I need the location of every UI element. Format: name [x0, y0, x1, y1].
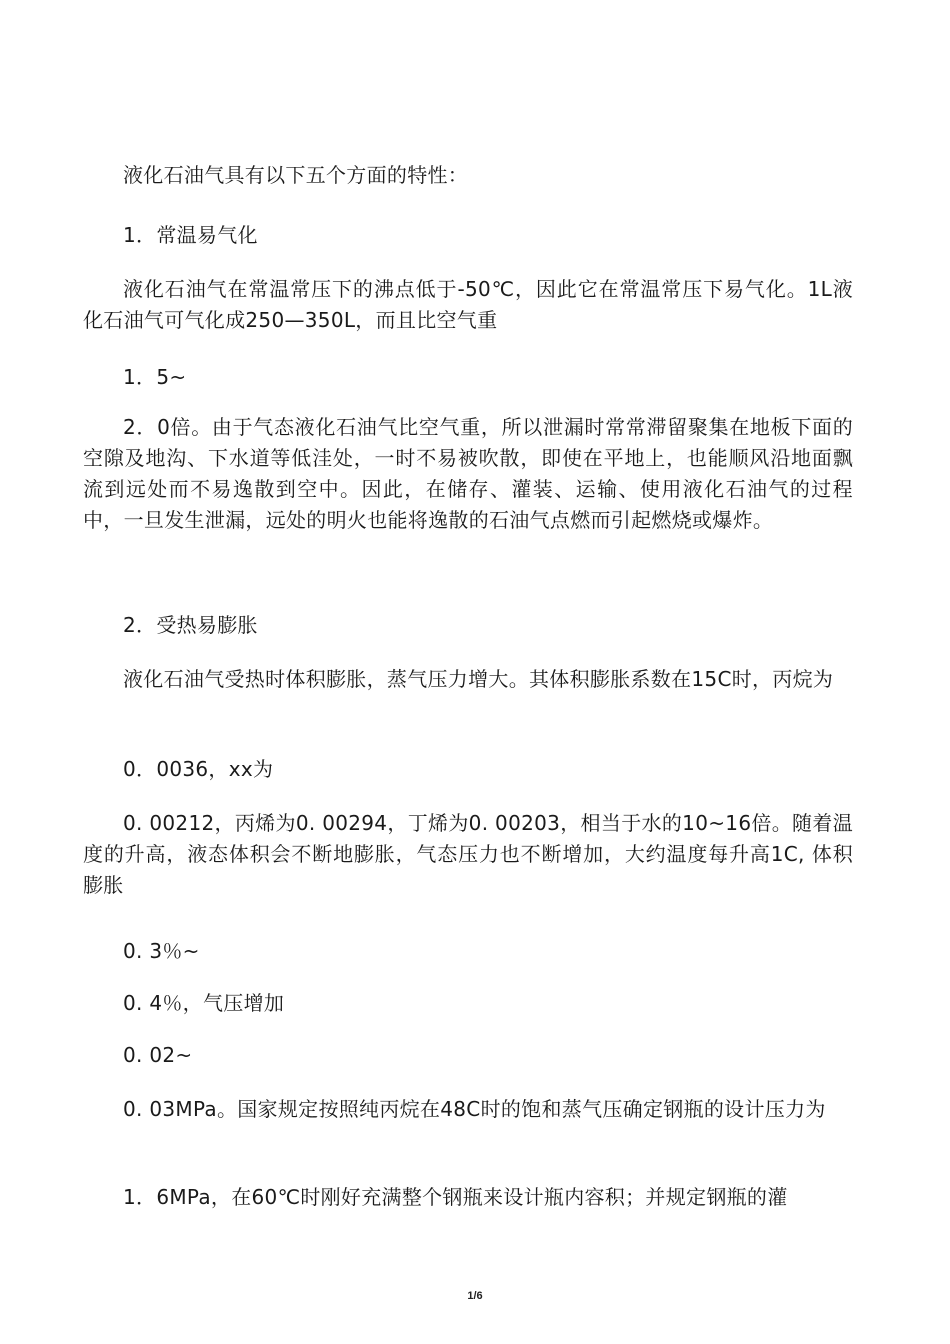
- paragraph-volume-end: 0. 4％，气压增加: [123, 991, 285, 1015]
- paragraph-coefficients: 0. 00212，丙烯为0. 00294，丁烯为0. 00203，相当于水的10~16倍。随着温度的升高，液态体积会不断地膨胀，气态压力也不断增加，大约温度每升高1C, 体积膨胀: [83, 811, 853, 897]
- paragraph-vaporization: 液化石油气在常温常压下的沸点低于-50℃，因此它在常温常压下易气化。1L液化石油气可气化成250—350L，而且比空气重: [83, 277, 853, 332]
- paragraph-expansion: 液化石油气受热时体积膨胀，蒸气压力增大。其体积膨胀系数在15C时，丙烷为: [123, 667, 834, 691]
- paragraph-ratio-start: 1．5~: [123, 365, 187, 389]
- paragraph-intro: 液化石油气具有以下五个方面的特性：: [123, 163, 469, 187]
- heading-expansion: 2．受热易膨胀: [123, 613, 258, 637]
- paragraph-pressure-start: 0. 02~: [123, 1043, 193, 1067]
- paragraph-design-pressure: 0. 03MPa。国家规定按照纯丙烷在48C时的饱和蒸气压确定钢瓶的设计压力为: [123, 1097, 826, 1121]
- paragraph-volume-start: 0. 3％~: [123, 939, 200, 963]
- paragraph-cylinder-volume: 1．6MPa，在60℃时刚好充满整个钢瓶来设计瓶内容积；并规定钢瓶的灌: [123, 1185, 788, 1209]
- paragraph-leakage: 2．0倍。由于气态液化石油气比空气重，所以泄漏时常常滞留聚集在地板下面的空隙及地沟、下水道等低洼处，一时不易被吹散，即使在平地上，也能顺风沿地面飘流到远处而不易逸散到空中。因此，在储存、灌装、运输、使用液化石油气的过程中，一旦发生泄漏，远处的明火也能将逸散的石油气点燃而引起燃烧或爆炸。: [83, 415, 853, 532]
- heading-vaporization: 1．常温易气化: [123, 223, 258, 247]
- paragraph-propane-coef: 0．0036，xx为: [123, 757, 274, 781]
- page-number: 1/6: [467, 1290, 483, 1302]
